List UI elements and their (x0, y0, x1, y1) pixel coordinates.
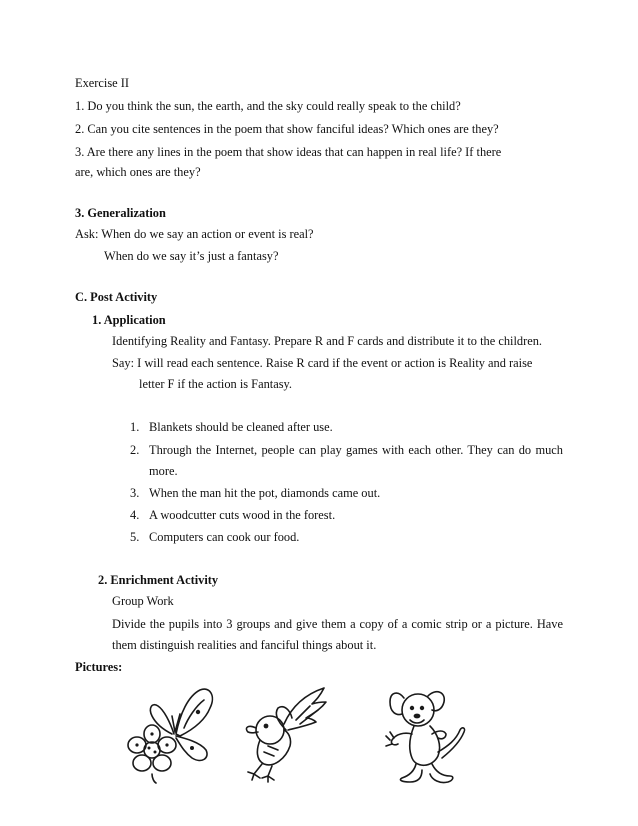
application-line-2: Say: I will read each sentence. Raise R card if the event or action is Reality and raise (112, 356, 533, 370)
list-item-number: 1. (130, 420, 140, 434)
group-work-label: Group Work (112, 594, 174, 608)
dog-image (380, 684, 490, 784)
exercise-title: Exercise II (75, 76, 130, 90)
generalization-heading: 3. Generalization (75, 206, 166, 220)
list-item-number: 4. (130, 508, 140, 522)
enrichment-line-1: Divide the pupils into 3 groups and give them a copy of a comic strip or a picture. Have (112, 617, 563, 631)
question-2: 2. Can you cite sentences in the poem that show fanciful ideas? Which ones are they? (75, 122, 499, 136)
question-3: 3. Are there any lines in the poem that show ideas that can happen in real life? If there (75, 145, 502, 159)
butterfly-flower-image (118, 684, 228, 784)
list-item-number: 3. (130, 486, 140, 500)
application-line-3: letter F if the action is Fantasy. (139, 377, 293, 391)
list-item: A woodcutter cuts wood in the forest. (149, 508, 336, 522)
post-activity-heading: C. Post Activity (75, 290, 158, 304)
application-heading: 1. Application (92, 313, 166, 327)
list-item: Through the Internet, people can play games with each other. They can do much (149, 443, 563, 457)
bird-image (234, 684, 334, 784)
question-1: 1. Do you think the sun, the earth, and the sky could really speak to the child? (75, 99, 461, 113)
list-item-continued: more. (149, 464, 178, 478)
list-item-number: 5. (130, 530, 140, 544)
enrichment-line-2: them distinguish realities and fanciful things about it. (112, 638, 377, 652)
pictures-row (118, 684, 538, 784)
application-line-1: Identifying Reality and Fantasy. Prepare R and F cards and distribute it to the children. (112, 334, 543, 348)
list-item: Blankets should be cleaned after use. (149, 420, 333, 434)
pictures-label: Pictures: (75, 660, 123, 674)
list-item: When the man hit the pot, diamonds came out. (149, 486, 381, 500)
question-3-continued: are, which ones are they? (75, 165, 201, 179)
list-item-number: 2. (130, 443, 140, 457)
generalization-ask-2: When do we say it’s just a fantasy? (104, 249, 279, 263)
list-item: Computers can cook our food. (149, 530, 300, 544)
generalization-ask-1: Ask: When do we say an action or event is real? (75, 227, 314, 241)
enrichment-heading: 2. Enrichment Activity (98, 573, 219, 587)
